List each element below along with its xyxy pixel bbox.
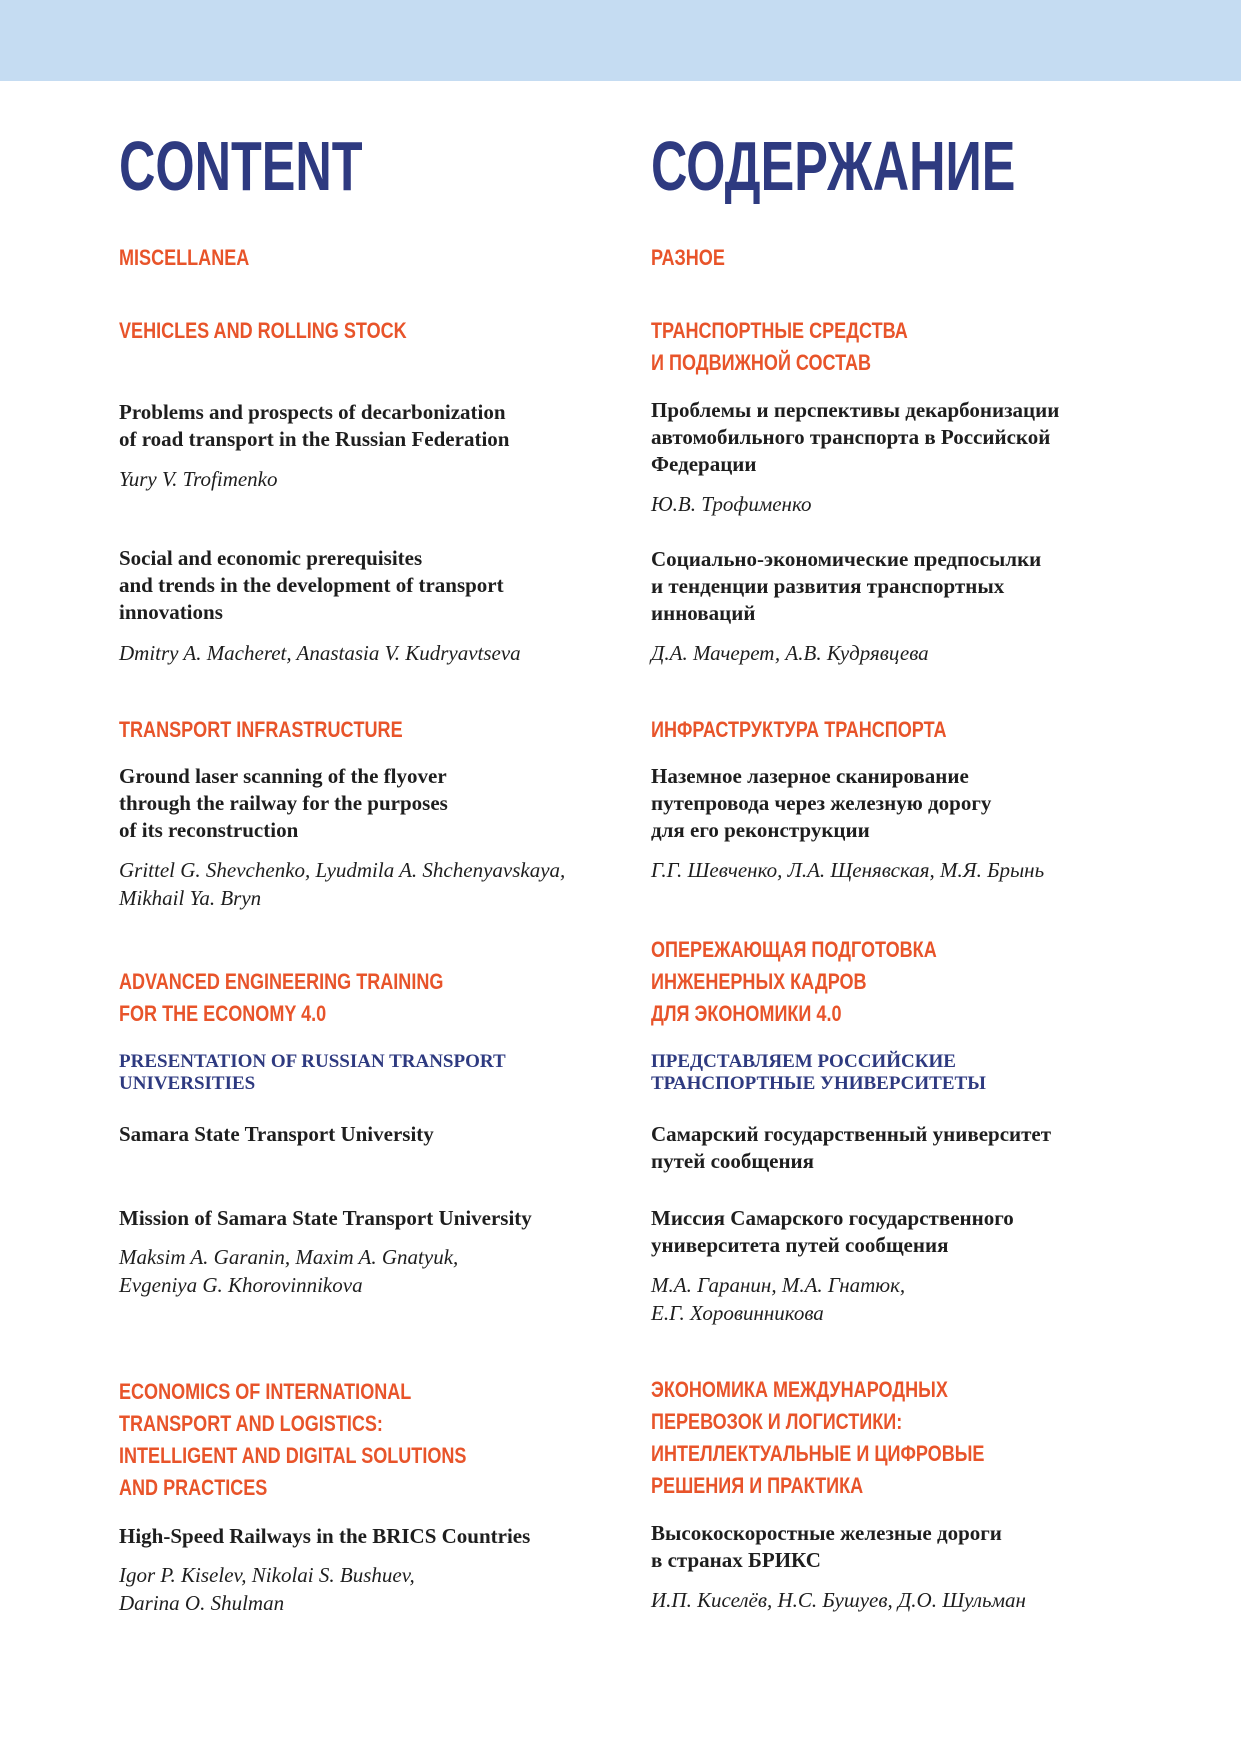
article-title[interactable]: Mission of Samara State Transport University <box>119 1206 532 1230</box>
article-authors: Д.А. Мачерет, А.В. Кудрявцева <box>651 641 929 665</box>
article-title[interactable]: Наземное лазерное сканирование путепровода через железную дорогу для его реконструкции <box>651 764 992 842</box>
page-title-ru: СОДЕРЖАНИЕ <box>651 127 1016 205</box>
article-authors: Г.Г. Шевченко, Л.А. Щенявская, М.Я. Брынь <box>651 858 1045 882</box>
article-title[interactable]: Миссия Самарского государственного университета путей сообщения <box>651 1206 1014 1257</box>
article-authors: М.А. Гаранин, М.А. Гнатюк, Е.Г. Хоровинникова <box>651 1273 906 1325</box>
header-band <box>0 0 1241 81</box>
subsection-presentation-ru[interactable]: ПРЕДСТАВЛЯЕМ РОССИЙСКИЕ ТРАНСПОРТНЫЕ УНИВЕРСИТЕТЫ <box>651 1051 986 1094</box>
article-authors: Maksim A. Garanin, Maxim A. Gnatyuk, Evgeniya G. Khorovinnikova <box>119 1245 459 1297</box>
article-authors: Igor P. Kiselev, Nikolai S. Bushuev, Darina O. Shulman <box>119 1563 415 1615</box>
subsection-presentation[interactable]: PRESENTATION OF RUSSIAN TRANSPORT UNIVERSITIES <box>119 1051 506 1094</box>
article-title[interactable]: Samara State Transport University <box>119 1122 434 1146</box>
article-authors: И.П. Киселёв, Н.С. Бушуев, Д.О. Шульман <box>651 1588 1026 1612</box>
section-vehicles-ru[interactable]: ТРАНСПОРТНЫЕ СРЕДСТВА И ПОДВИЖНОЙ СОСТАВ <box>651 318 908 375</box>
article-authors: Grittel G. Shevchenko, Lyudmila A. Shchenyavskaya, Mikhail Ya. Bryn <box>119 858 566 910</box>
article-title[interactable]: Самарский государственный университет путей сообщения <box>651 1122 1052 1173</box>
article-authors: Ю.В. Трофименко <box>651 492 812 516</box>
article-title[interactable]: Ground laser scanning of the flyover through the railway for the purposes of its reconstruction <box>119 764 448 842</box>
section-advanced-training[interactable]: ADVANCED ENGINEERING TRAINING FOR THE ECONOMY 4.0 <box>119 969 444 1026</box>
article-title[interactable]: Проблемы и перспективы декарбонизации автомобильного транспорта в Российской Федерации <box>651 398 1060 476</box>
section-infrastructure-ru[interactable]: ИНФРАСТРУКТУРА ТРАНСПОРТА <box>651 717 947 742</box>
article-authors: Dmitry A. Macheret, Anastasia V. Kudryavtseva <box>119 641 521 665</box>
section-miscellanea-ru[interactable]: РАЗНОЕ <box>651 245 725 270</box>
article-title[interactable]: Social and economic prerequisites and trends in the development of transport innovations <box>119 546 504 624</box>
section-vehicles[interactable]: VEHICLES AND ROLLING STOCK <box>119 318 407 343</box>
article-title[interactable]: Высокоскоростные железные дороги в странах БРИКС <box>651 1521 1002 1572</box>
section-infrastructure[interactable]: TRANSPORT INFRASTRUCTURE <box>119 717 403 742</box>
article-authors: Yury V. Trofimenko <box>119 467 278 491</box>
article-title[interactable]: Problems and prospects of decarbonization of road transport in the Russian Federation <box>119 400 510 451</box>
page-title-en: CONTENT <box>119 127 363 205</box>
section-miscellanea[interactable]: MISCELLANEA <box>119 245 250 270</box>
section-advanced-training-ru[interactable]: ОПЕРЕЖАЮЩАЯ ПОДГОТОВКА ИНЖЕНЕРНЫХ КАДРОВ ДЛЯ ЭКОНОМИКИ 4.0 <box>651 937 937 1026</box>
section-economics[interactable]: ECONOMICS OF INTERNATIONAL TRANSPORT AND LOGISTICS: INTELLIGENT AND DIGITAL SOLUTIONS AND PRACTICES <box>119 1379 467 1500</box>
section-economics-ru[interactable]: ЭКОНОМИКА МЕЖДУНАРОДНЫХ ПЕРЕВОЗОК И ЛОГИСТИКИ: ИНТЕЛЛЕКТУАЛЬНЫЕ И ЦИФРОВЫЕ РЕШЕНИЯ И ПРАКТИКА <box>651 1377 985 1498</box>
article-title[interactable]: High-Speed Railways in the BRICS Countries <box>119 1524 531 1548</box>
article-title[interactable]: Социально-экономические предпосылки и тенденции развития транспортных инноваций <box>651 547 1042 625</box>
